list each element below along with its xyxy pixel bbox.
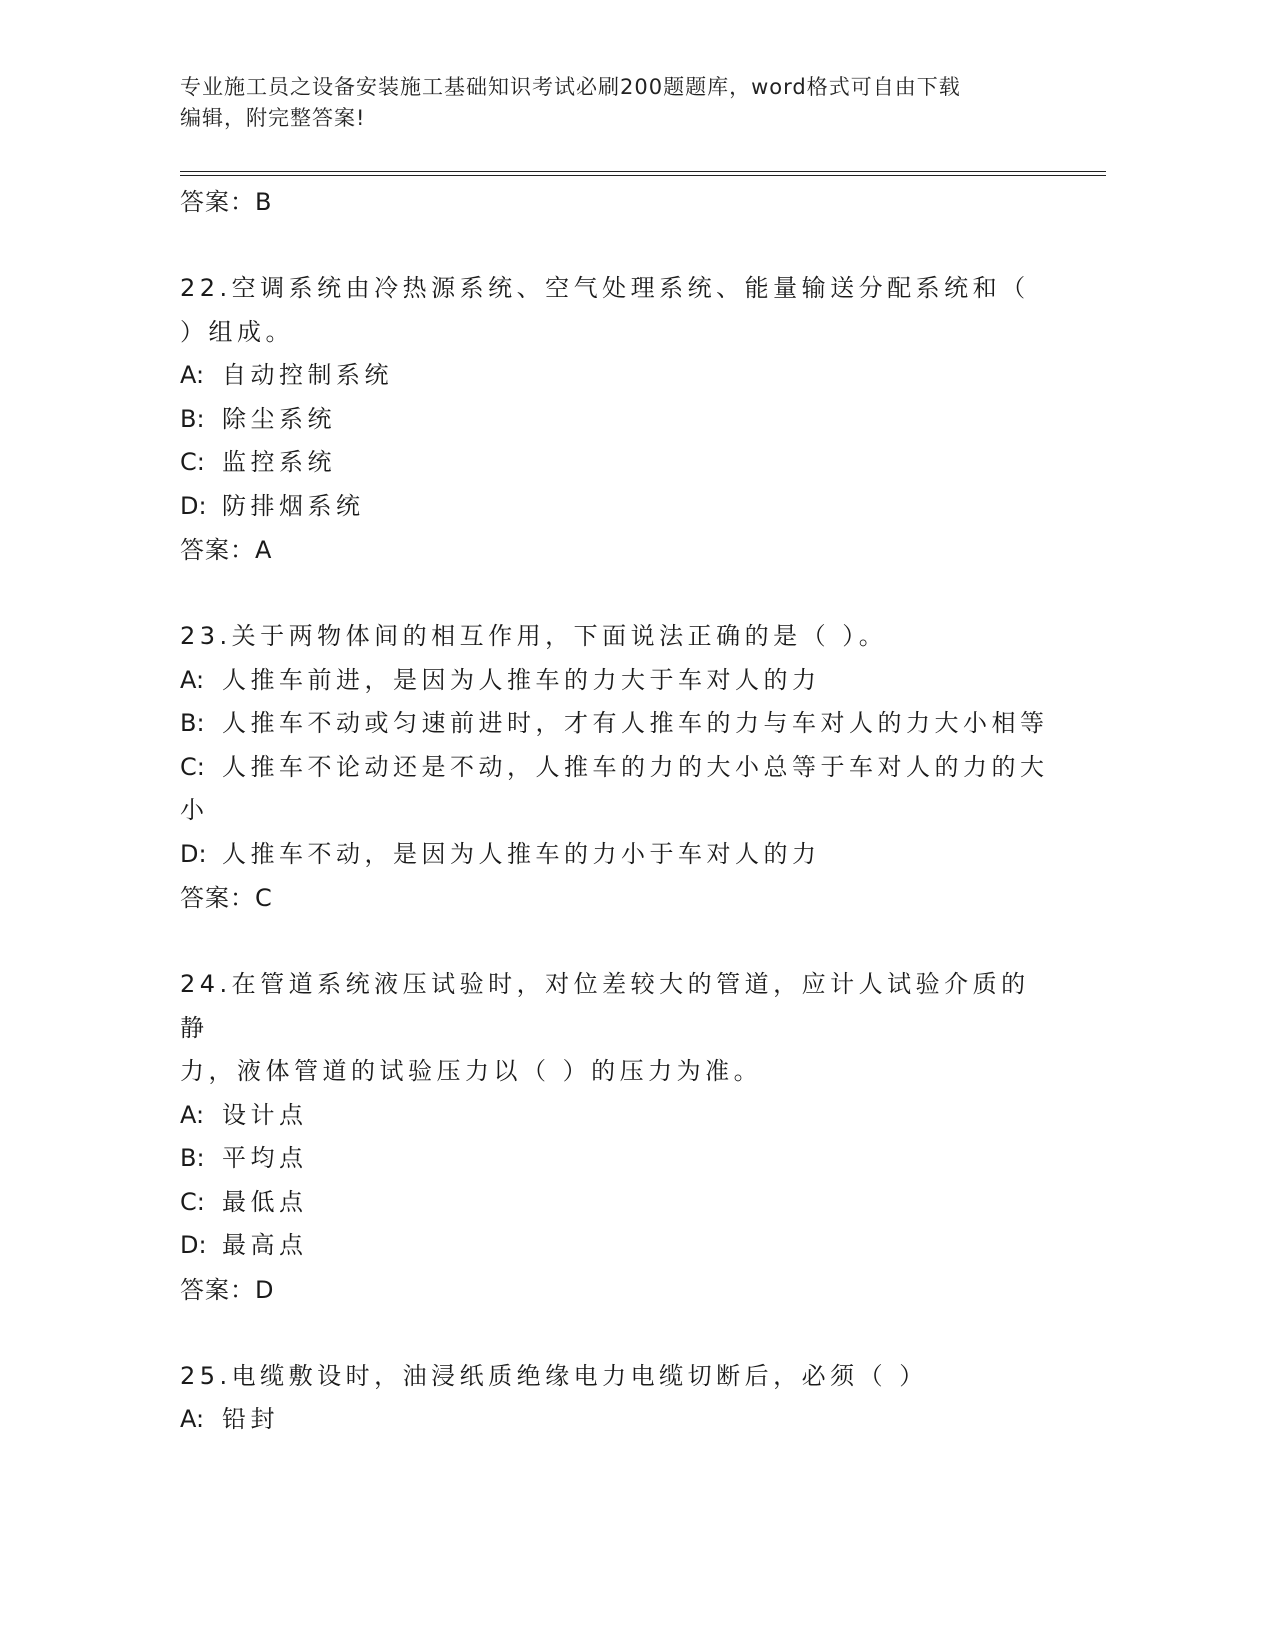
option-key: C: — [180, 752, 205, 781]
question-list — [180, 180, 1049, 1442]
option-key: B: — [180, 1144, 205, 1172]
document-header — [180, 72, 1060, 134]
question-text: 23.关于两物体间的相互作用，下面说法正确的是（ ）。 — [180, 622, 888, 650]
option-a — [180, 1398, 1040, 1442]
answer-label: 答案： — [180, 188, 255, 216]
header-divider-bottom — [180, 175, 1106, 176]
question-23 — [180, 615, 1049, 920]
option-key: D: — [180, 491, 207, 520]
option-key: C: — [180, 448, 205, 476]
option-key: A: — [180, 361, 205, 389]
question-text-cont: ）组成。 — [180, 317, 294, 346]
option-d — [180, 1224, 1040, 1268]
answer-value: D — [255, 1275, 275, 1304]
question-number: 25. — [180, 1361, 232, 1390]
header-line-2: 编辑，附完整答案! — [180, 106, 366, 130]
option-key: B: — [180, 709, 205, 737]
option-key: C: — [180, 1187, 205, 1216]
question-text: 24.在管道系统液压试验时，对位差较大的管道，应计人试验介质的静 — [180, 970, 1030, 1042]
question-number: 23. — [180, 622, 232, 650]
option-b — [180, 1137, 1040, 1181]
option-text: 除尘系统 — [222, 404, 336, 433]
option-c — [180, 1181, 1040, 1225]
option-text: 自动控制系统 — [222, 361, 393, 389]
option-text: 平均点 — [222, 1144, 308, 1172]
answer-label: 答案： — [180, 884, 255, 912]
option-text: 设计点 — [222, 1100, 308, 1129]
answer-line — [180, 528, 1040, 572]
option-key: D: — [180, 839, 207, 868]
question-22 — [180, 267, 1040, 572]
header-line-1: 专业施工员之设备安装施工基础知识考试必刷200题题库，word格式可自由下载 — [180, 75, 961, 99]
answer-line — [180, 1268, 1040, 1312]
option-a — [180, 1094, 1040, 1138]
option-a — [180, 659, 1040, 703]
option-key: D: — [180, 1231, 207, 1259]
option-key: A: — [180, 1405, 205, 1433]
answer-value: B — [255, 188, 273, 216]
option-key: A: — [180, 1100, 205, 1129]
option-c — [180, 441, 1040, 485]
question-25 — [180, 1355, 1040, 1442]
option-text: 防排烟系统 — [222, 491, 365, 520]
answer-label: 答案： — [180, 536, 255, 564]
option-b — [180, 398, 1040, 442]
answer-value: A — [255, 536, 273, 564]
option-text: 最高点 — [222, 1231, 308, 1259]
question-text-cont: 力，液体管道的试验压力以（ ）的压力为准。 — [180, 1057, 763, 1085]
header-divider-top — [180, 171, 1106, 172]
answer-label: 答案： — [180, 1275, 255, 1304]
question-24 — [180, 963, 1040, 1312]
answer-line — [180, 876, 1040, 920]
option-b — [180, 702, 1049, 746]
option-text: 最低点 — [222, 1187, 308, 1216]
option-c-cont: 小 — [180, 796, 209, 824]
option-text: 人推车前进，是因为人推车的力大于车对人的力 — [222, 665, 821, 694]
question-number: 24. — [180, 970, 232, 998]
option-d — [180, 833, 1040, 877]
option-d — [180, 485, 1040, 529]
option-text: 铅封 — [222, 1405, 279, 1433]
question-text: 25.电缆敷设时，油浸纸质绝缘电力电缆切断后，必须（ ） — [180, 1361, 928, 1390]
question-number: 22. — [180, 274, 232, 302]
option-text: 人推车不论动还是不动，人推车的力的大小总等于车对人的力的大 — [222, 752, 1049, 781]
option-a — [180, 354, 1040, 398]
option-key: A: — [180, 665, 205, 694]
option-text: 监控系统 — [222, 448, 336, 476]
question-text: 22.空调系统由冷热源系统、空气处理系统、能量输送分配系统和（ — [180, 274, 1030, 302]
answer-line — [180, 180, 1040, 224]
option-text: 人推车不动，是因为人推车的力小于车对人的力 — [222, 839, 821, 868]
option-key: B: — [180, 404, 205, 433]
option-c — [180, 746, 1049, 790]
answer-value: C — [255, 884, 273, 912]
option-text: 人推车不动或匀速前进时，才有人推车的力与车对人的力大小相等 — [222, 709, 1049, 737]
